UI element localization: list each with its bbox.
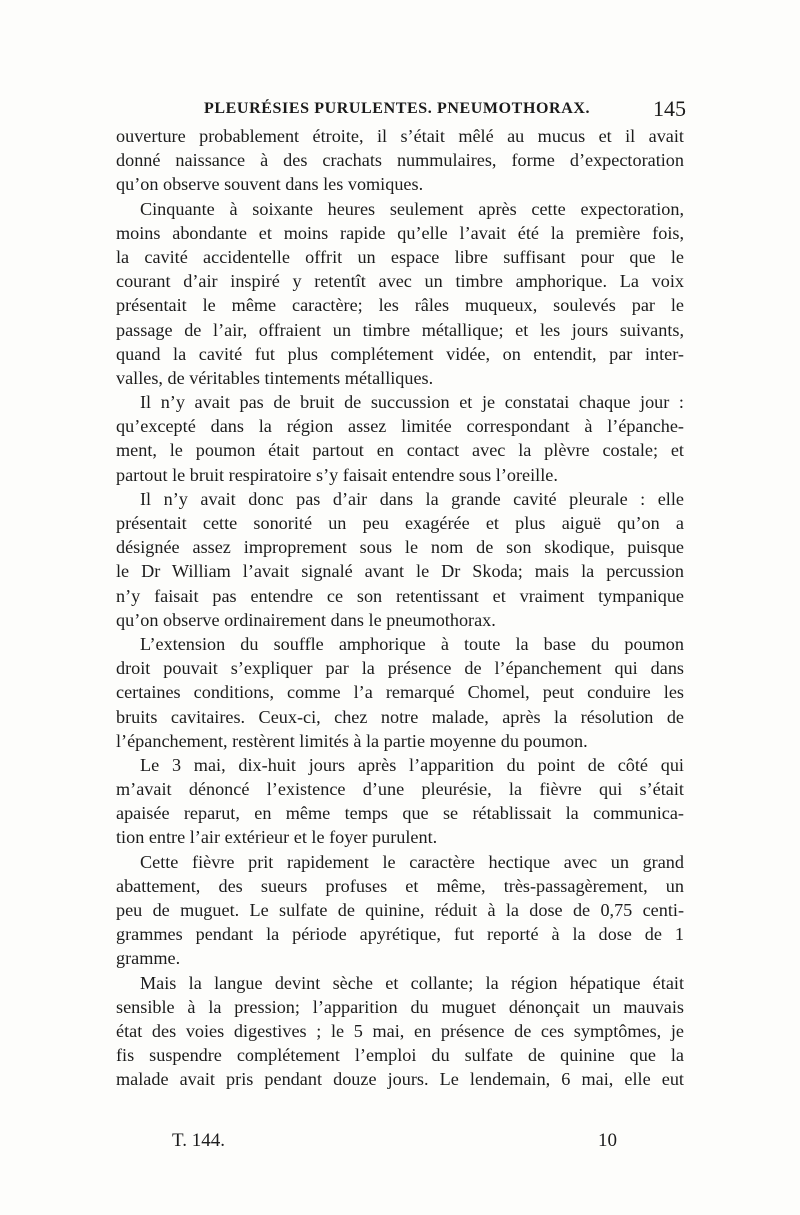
text-line: donné naissance à des crachats nummulaires, forme d’expectoration	[116, 150, 684, 171]
text-line: sensible à la pression; l’apparition du muguet dénonçait un mauvais	[116, 996, 684, 1017]
text-line: Il n’y avait pas de bruit de succussion et je constatai chaque jour :	[140, 392, 684, 413]
text-line: qu’on observe ordinairement dans le pneumothorax.	[116, 609, 496, 630]
text-line: quand la cavité fut plus complétement vidée, on entendit, par inter-	[116, 343, 684, 364]
text-line: Cinquante à soixante heures seulement après cette expectoration,	[140, 198, 684, 219]
paragraph	[116, 390, 684, 487]
paragraph	[116, 197, 684, 391]
text-line: tion entre l’air extérieur et le foyer purulent.	[116, 827, 438, 848]
paragraph	[116, 487, 684, 632]
text-line: malade avait pris pendant douze jours. Le lendemain, 6 mai, elle eut	[116, 1069, 684, 1090]
text-line: l’épanchement, restèrent limités à la partie moyenne du poumon.	[116, 730, 588, 751]
printer-signature-mark: T. 144.	[172, 1130, 225, 1151]
text-line: état des voies digestives ; le 5 mai, en présence de ces symptômes, je	[116, 1020, 684, 1041]
text-line: abattement, des sueurs profuses et même, très-passagèrement, un	[116, 875, 684, 896]
text-line: n’y faisait pas entendre ce son retentissant et vraiment tympanique	[116, 585, 684, 606]
text-line: présentait cette sonorité un peu exagérée et plus aiguë qu’on a	[116, 513, 684, 533]
text-line: peu de muguet. Le sulfate de quinine, réduit à la dose de 0,75 centi-	[116, 900, 684, 920]
text-line: qu’on observe souvent dans les vomiques.	[116, 174, 424, 195]
page-footer	[116, 1128, 684, 1158]
text-line: grammes pendant la période apyrétique, fut reporté à la dose de 1	[116, 924, 684, 945]
running-title: PLEURÉSIES PURULENTES. PNEUMOTHORAX.	[204, 100, 591, 117]
text-line: L’extension du souffle amphorique à toute la base du poumon	[140, 633, 684, 654]
text-line: m’avait dénoncé l’existence d’une pleurésie, la fièvre qui s’était	[116, 779, 684, 800]
paragraph	[116, 632, 684, 753]
text-line: bruits cavitaires. Ceux-ci, chez notre malade, après la résolution de	[116, 706, 684, 727]
text-line: courant d’air inspiré y retentît avec un timbre amphorique. La voix	[116, 271, 684, 292]
text-line: certaines conditions, comme l’a remarqué Chomel, peut conduire les	[116, 682, 684, 703]
text-line: apaisée reparut, en même temps que se rétablissait la communica-	[116, 803, 684, 824]
text-line: ouverture probablement étroite, il s’était mêlé au mucus et il avait	[116, 126, 684, 146]
sheet-number: 10	[598, 1130, 617, 1151]
text-line: passage de l’air, offraient un timbre métallique; et les jours suivants,	[116, 319, 684, 340]
text-line: le Dr William l’avait signalé avant le Dr Skoda; mais la percussion	[116, 561, 684, 582]
text-line: Il n’y avait donc pas d’air dans la grande cavité pleurale : elle	[140, 488, 684, 509]
text-line: gramme.	[116, 948, 181, 969]
text-line: Le 3 mai, dix-huit jours après l’apparition du point de côté qui	[140, 754, 684, 775]
text-line: la cavité accidentelle offrit un espace libre suffisant pour que le	[116, 246, 684, 267]
text-line: Mais la langue devint sèche et collante; la région hépatique était	[140, 972, 684, 993]
text-line: droit pouvait s’expliquer par la présence de l’épanchement qui dans	[116, 658, 684, 679]
paragraph	[116, 971, 684, 1092]
paragraph	[116, 124, 684, 197]
text-line: désignée assez improprement sous le nom de son skodique, puisque	[116, 537, 684, 558]
body-text	[116, 124, 684, 1092]
paragraph	[116, 753, 684, 850]
text-line: qu’excepté dans la région assez limitée correspondant à l’épanche-	[116, 416, 684, 437]
page-header	[200, 96, 686, 126]
page-number: 145	[653, 96, 686, 121]
paragraph	[116, 850, 684, 971]
text-line: Cette fièvre prit rapidement le caractère hectique avec un grand	[140, 851, 684, 872]
text-line: partout le bruit respiratoire s’y faisait entendre sous l’oreille.	[116, 464, 558, 485]
text-line: présentait le même caractère; les râles muqueux, soulevés par le	[116, 295, 684, 316]
text-line: moins abondante et moins rapide qu’elle l’avait été la première fois,	[116, 222, 684, 243]
text-line: fis suspendre complétement l’emploi du sulfate de quinine que la	[116, 1045, 684, 1066]
text-line: valles, de véritables tintements métalliques.	[116, 367, 434, 388]
text-line: ment, le poumon était partout en contact avec la plèvre costale; et	[116, 440, 684, 461]
